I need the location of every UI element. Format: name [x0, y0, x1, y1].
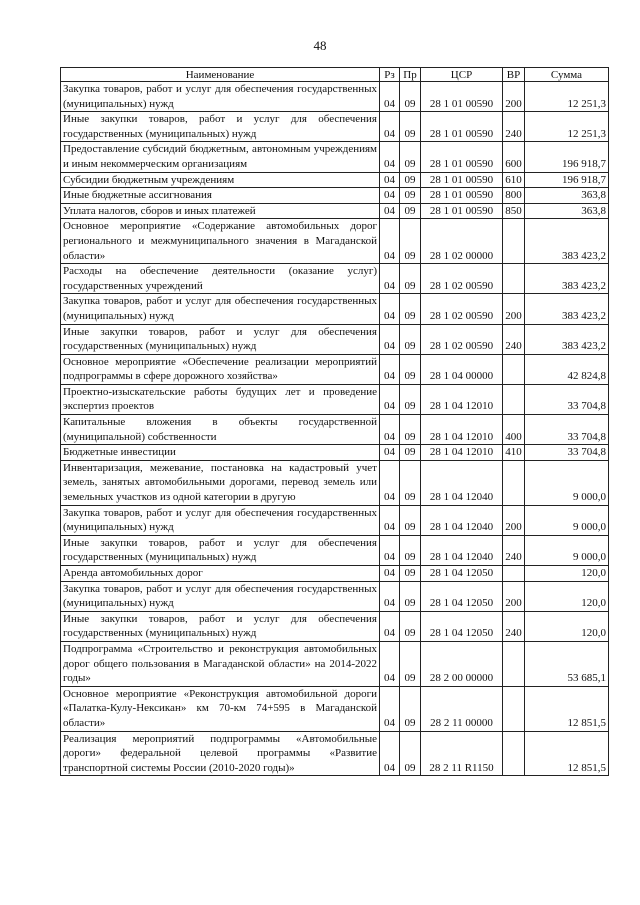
table-row [61, 324, 609, 354]
table-row [61, 505, 609, 535]
row-csr: 28 1 01 00590 [421, 203, 503, 219]
row-sum: 120,0 [525, 566, 609, 582]
row-rz: 04 [380, 686, 400, 731]
row-pr: 09 [400, 264, 421, 294]
row-csr: 28 1 01 00590 [421, 82, 503, 112]
row-pr: 09 [400, 188, 421, 204]
row-pr: 09 [400, 219, 421, 264]
row-vr: 240 [503, 112, 525, 142]
row-vr [503, 264, 525, 294]
row-csr: 28 2 11 R1150 [421, 731, 503, 776]
table-row [61, 294, 609, 324]
row-rz: 04 [380, 172, 400, 188]
table-row [61, 384, 609, 414]
row-vr: 200 [503, 82, 525, 112]
row-sum: 12 251,3 [525, 82, 609, 112]
row-vr: 240 [503, 324, 525, 354]
row-vr: 800 [503, 188, 525, 204]
row-pr: 09 [400, 505, 421, 535]
table-row [61, 112, 609, 142]
row-pr: 09 [400, 142, 421, 172]
table-row [61, 82, 609, 112]
row-csr: 28 1 02 00590 [421, 294, 503, 324]
row-rz: 04 [380, 611, 400, 641]
row-pr: 09 [400, 203, 421, 219]
row-pr: 09 [400, 611, 421, 641]
row-sum: 196 918,7 [525, 142, 609, 172]
table-row [61, 264, 609, 294]
row-pr: 09 [400, 384, 421, 414]
row-sum: 9 000,0 [525, 505, 609, 535]
row-name: Иные закупки товаров, работ и услуг для обеспечения государственных (муниципальных) нужд [61, 535, 380, 565]
row-rz: 04 [380, 264, 400, 294]
row-vr [503, 460, 525, 505]
row-csr: 28 1 04 12010 [421, 445, 503, 461]
budget-table [60, 67, 609, 776]
row-name: Аренда автомобильных дорог [61, 566, 380, 582]
row-name: Подпрограмма «Строительство и реконструкция автомобильных дорог общего пользования в Магаданской области» на 2014-2022 годы» [61, 641, 380, 686]
row-name: Капитальные вложения в объекты государственной (муниципальной) собственности [61, 415, 380, 445]
row-sum: 53 685,1 [525, 641, 609, 686]
row-name: Закупка товаров, работ и услуг для обеспечения государственных (муниципальных) нужд [61, 581, 380, 611]
row-name: Иные закупки товаров, работ и услуг для обеспечения государственных (муниципальных) нужд [61, 611, 380, 641]
row-vr: 200 [503, 505, 525, 535]
row-rz: 04 [380, 82, 400, 112]
table-row [61, 415, 609, 445]
page-number: 48 [313, 38, 327, 53]
row-sum: 196 918,7 [525, 172, 609, 188]
row-csr: 28 1 02 00590 [421, 324, 503, 354]
table-row [61, 172, 609, 188]
row-rz: 04 [380, 219, 400, 264]
row-csr: 28 1 02 00590 [421, 264, 503, 294]
table-row [61, 611, 609, 641]
row-vr: 850 [503, 203, 525, 219]
row-rz: 04 [380, 535, 400, 565]
row-name: Основное мероприятие «Обеспечение реализации мероприятий подпрограммы в сфере дорожного хозяйства» [61, 354, 380, 384]
table-row [61, 686, 609, 731]
row-rz: 04 [380, 460, 400, 505]
row-csr: 28 1 01 00590 [421, 112, 503, 142]
row-csr: 28 1 04 12050 [421, 581, 503, 611]
row-vr: 240 [503, 611, 525, 641]
row-rz: 04 [380, 505, 400, 535]
row-csr: 28 2 11 00000 [421, 686, 503, 731]
row-pr: 09 [400, 581, 421, 611]
row-vr: 600 [503, 142, 525, 172]
row-csr: 28 1 04 12010 [421, 415, 503, 445]
row-rz: 04 [380, 731, 400, 776]
row-rz: 04 [380, 641, 400, 686]
row-vr: 200 [503, 294, 525, 324]
row-rz: 04 [380, 112, 400, 142]
row-vr: 410 [503, 445, 525, 461]
row-sum: 120,0 [525, 611, 609, 641]
row-vr [503, 641, 525, 686]
row-sum: 9 000,0 [525, 535, 609, 565]
row-csr: 28 1 04 12050 [421, 611, 503, 641]
row-csr: 28 1 04 00000 [421, 354, 503, 384]
row-vr [503, 731, 525, 776]
row-name: Основное мероприятие «Содержание автомобильных дорог регионального и межмуниципального значения в Магаданской области» [61, 219, 380, 264]
row-vr: 400 [503, 415, 525, 445]
row-rz: 04 [380, 203, 400, 219]
table-row [61, 188, 609, 204]
row-pr: 09 [400, 686, 421, 731]
row-name: Основное мероприятие «Реконструкция автомобильной дороги «Палатка-Кулу-Нексикан» км 70-км 74+595 в Магаданской области» [61, 686, 380, 731]
row-pr: 09 [400, 535, 421, 565]
row-sum: 383 423,2 [525, 264, 609, 294]
table-body [61, 82, 609, 776]
table-row [61, 641, 609, 686]
row-pr: 09 [400, 566, 421, 582]
row-rz: 04 [380, 581, 400, 611]
row-sum: 383 423,2 [525, 219, 609, 264]
row-vr [503, 566, 525, 582]
row-name: Инвентаризация, межевание, постановка на кадастровый учет земель, занятых автомобильными дорогами, перевод земель или земельных участков из одной категории в другую [61, 460, 380, 505]
table-row [61, 445, 609, 461]
table-row [61, 354, 609, 384]
row-rz: 04 [380, 142, 400, 172]
header-csr: ЦСР [421, 68, 503, 82]
row-pr: 09 [400, 112, 421, 142]
row-pr: 09 [400, 354, 421, 384]
row-csr: 28 1 04 12040 [421, 535, 503, 565]
row-pr: 09 [400, 641, 421, 686]
row-vr [503, 686, 525, 731]
row-sum: 120,0 [525, 581, 609, 611]
row-sum: 363,8 [525, 188, 609, 204]
row-name: Расходы на обеспечение деятельности (оказание услуг) государственных учреждений [61, 264, 380, 294]
header-name: Наименование [61, 68, 380, 82]
row-name: Закупка товаров, работ и услуг для обеспечения государственных (муниципальных) нужд [61, 82, 380, 112]
row-rz: 04 [380, 324, 400, 354]
row-name: Уплата налогов, сборов и иных платежей [61, 203, 380, 219]
row-pr: 09 [400, 324, 421, 354]
row-vr: 200 [503, 581, 525, 611]
table-row [61, 566, 609, 582]
row-rz: 04 [380, 354, 400, 384]
row-rz: 04 [380, 188, 400, 204]
row-name: Реализация мероприятий подпрограммы «Автомобильные дороги» федеральной целевой программы «Развитие транспортной системы России (2010-2020 годы)» [61, 731, 380, 776]
row-sum: 33 704,8 [525, 415, 609, 445]
table-row [61, 203, 609, 219]
row-rz: 04 [380, 566, 400, 582]
row-csr: 28 1 01 00590 [421, 142, 503, 172]
table-row [61, 219, 609, 264]
row-sum: 33 704,8 [525, 445, 609, 461]
row-pr: 09 [400, 445, 421, 461]
row-pr: 09 [400, 731, 421, 776]
row-name: Иные закупки товаров, работ и услуг для обеспечения государственных (муниципальных) нужд [61, 112, 380, 142]
row-name: Проектно-изыскательские работы будущих лет и проведение экспертиз проектов [61, 384, 380, 414]
row-sum: 363,8 [525, 203, 609, 219]
row-vr [503, 354, 525, 384]
row-pr: 09 [400, 415, 421, 445]
row-pr: 09 [400, 82, 421, 112]
table-row [61, 142, 609, 172]
row-vr [503, 384, 525, 414]
row-csr: 28 1 01 00590 [421, 172, 503, 188]
row-sum: 383 423,2 [525, 294, 609, 324]
row-csr: 28 1 04 12040 [421, 460, 503, 505]
row-sum: 42 824,8 [525, 354, 609, 384]
table-row [61, 731, 609, 776]
table-row [61, 535, 609, 565]
row-pr: 09 [400, 294, 421, 324]
row-name: Иные бюджетные ассигнования [61, 188, 380, 204]
row-rz: 04 [380, 415, 400, 445]
row-rz: 04 [380, 384, 400, 414]
row-csr: 28 1 04 12010 [421, 384, 503, 414]
row-name: Закупка товаров, работ и услуг для обеспечения государственных (муниципальных) нужд [61, 294, 380, 324]
row-rz: 04 [380, 294, 400, 324]
row-rz: 04 [380, 445, 400, 461]
row-name: Предоставление субсидий бюджетным, автономным учреждениям и иным некоммерческим организациям [61, 142, 380, 172]
row-csr: 28 1 01 00590 [421, 188, 503, 204]
header-rz: Рз [380, 68, 400, 82]
table-header-row [61, 68, 609, 82]
header-sum: Сумма [525, 68, 609, 82]
row-name: Бюджетные инвестиции [61, 445, 380, 461]
row-sum: 9 000,0 [525, 460, 609, 505]
row-name: Закупка товаров, работ и услуг для обеспечения государственных (муниципальных) нужд [61, 505, 380, 535]
row-sum: 12 851,5 [525, 686, 609, 731]
row-sum: 12 251,3 [525, 112, 609, 142]
row-vr: 610 [503, 172, 525, 188]
table-row [61, 581, 609, 611]
table-row [61, 460, 609, 505]
row-csr: 28 2 00 00000 [421, 641, 503, 686]
row-sum: 383 423,2 [525, 324, 609, 354]
row-sum: 12 851,5 [525, 731, 609, 776]
row-sum: 33 704,8 [525, 384, 609, 414]
row-vr [503, 219, 525, 264]
row-pr: 09 [400, 460, 421, 505]
row-csr: 28 1 04 12040 [421, 505, 503, 535]
header-vr: ВР [503, 68, 525, 82]
row-csr: 28 1 02 00000 [421, 219, 503, 264]
row-name: Иные закупки товаров, работ и услуг для обеспечения государственных (муниципальных) нужд [61, 324, 380, 354]
row-vr: 240 [503, 535, 525, 565]
row-pr: 09 [400, 172, 421, 188]
row-name: Субсидии бюджетным учреждениям [61, 172, 380, 188]
row-csr: 28 1 04 12050 [421, 566, 503, 582]
header-pr: Пр [400, 68, 421, 82]
